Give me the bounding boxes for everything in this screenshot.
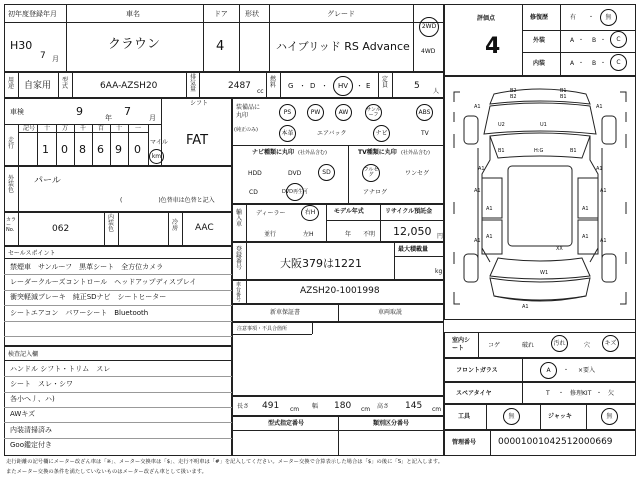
inspection-notes-label: 検査記入欄 [8,351,39,358]
doors: 4 [216,39,225,54]
class-label: 類別区分番号 [373,420,410,427]
exterior-block [4,166,232,212]
dmg-label-12: A1 [474,188,481,194]
model-label: 型式 [62,77,69,90]
dmg-label-18: A1 [486,206,493,212]
score-value: 4 [485,34,501,59]
dmg-label-23: A1 [522,304,529,310]
interior-color-label: 内装色 [108,214,115,233]
footer-line-1: 走行距離の記号欄にメーター改ざん車は「※」、メーター交換車は「$」、走行不明車は「#」を記入してください。メーター交換で合算表示した場合は「$」の後に「S」と記入します。 [6,459,444,465]
nav-sd-circle: SD [318,164,335,181]
note-line-3: 各小へ丿、ハ) [10,395,55,403]
eq-nav-circle: ナビ [373,125,390,142]
dmg-label-1: B2 [510,88,517,94]
person-unit: 人 [433,88,440,95]
ac-label: 冷房 [172,219,179,232]
inspection-month: 7 [124,105,131,118]
dmg-label-5: U2 [498,122,505,128]
capacity: 5 [414,81,420,91]
width: 180 [334,401,352,411]
spare-dot-1: ・ [558,390,565,397]
score-label: 評価点 [477,15,496,22]
mileage-unit-mile: マイル [150,139,168,146]
tv-type-sub: (社外品含む) [401,150,430,156]
mileage-digit-5: 9 [115,143,122,156]
dmg-label-11: B1 [498,148,505,154]
ext-grade-a: A [570,37,575,44]
model-year-unknown: 不明 [363,231,376,238]
dmg-label-8: W1 [540,270,549,276]
reg-month-unit: 月 [52,55,59,63]
seat-scratch-circle: キズ [602,335,619,352]
note-line-6: Goo鑑定付き [10,441,52,449]
spare-kit: 修理KIT [570,390,592,397]
tools-label: 工具 [458,413,471,420]
dmg-label-2: B1 [560,88,567,94]
eq-tv: TV [421,130,429,137]
sales-points-label: セールスポイント [8,250,56,257]
ext-dot-2: ・ [600,37,607,44]
nav-type-title: ナビ種類に丸印 [252,149,295,156]
glass-dot: ・ [563,367,570,374]
seat-tear: 破れ [522,342,535,349]
int-dot-2: ・ [600,60,607,67]
shift-label: シフト [190,100,209,107]
manage-label: 管理番号 [452,439,477,446]
dmg-label-6: U1 [540,122,547,128]
shape-label: 形状 [245,10,259,18]
chassis: AZSH20-1001998 [300,286,380,296]
mileage-digit-4: 6 [97,143,104,156]
registration-label: 登録番号 [236,246,243,271]
fuel-dot-2: ・ [321,82,328,90]
length-unit: cm [290,406,300,413]
use-label: 用途 [8,77,15,90]
dmg-label-22: A1 [582,234,589,240]
mileage-h-100k: 十 [44,125,51,132]
eq-pw-circle: PW [307,104,324,121]
eq-leather-circle: 本革 [279,125,296,142]
mileage-km-circle: km [149,149,164,164]
inspection-year-unit: 年 [105,114,112,122]
car-diagram [450,82,630,316]
dmg-label-21: A1 [486,234,493,240]
grade: ハイブリッド RS Advance [276,40,410,53]
eq-sunroof-circle: サンルーフ [365,104,382,121]
import-dealer: ディーラー [256,210,286,217]
color-no-label: カラーNo. [6,217,17,233]
repair-dot: ・ [588,14,595,21]
nav-type-sub: (社外品含む) [298,150,327,156]
fuel-g: G [288,82,294,90]
exterior-grade-label: 外装 [533,37,546,44]
eq-ps-circle: PS [279,104,296,121]
spare-label: スペアタイヤ [456,390,492,397]
tv-analog: アナログ [363,189,388,196]
fuel-dot-3: ・ [356,82,363,90]
height-label: 高さ [377,403,390,410]
yen-unit: 円 [437,233,444,240]
nav-dvd-play-circle: DVD再生可 [286,183,304,201]
width-label: 幅 [312,403,319,410]
max-load-label: 最大積載量 [398,246,429,253]
glass-a-circle: A [540,362,557,379]
ext-grade-b: B [592,37,597,44]
dmg-label-9: A1 [478,166,485,172]
sales-point-1: 禁煙車 サンルーフ 黒革シート 全方位カメラ [10,263,164,271]
mileage-digit-1: 1 [42,143,49,156]
import-label: 輸入車 [236,209,243,228]
mileage-h-10: 十 [116,125,123,132]
nav-hdd: HDD [248,170,262,177]
spare-t: T [546,390,550,397]
import-right-h-circle: 右H [301,205,319,221]
mileage-h-10k: 万 [62,125,69,132]
repair-yes: 有 [570,14,577,21]
dmg-label-19: A1 [582,206,589,212]
length-label: 長さ [237,403,250,410]
int-grade-b: B [592,60,597,67]
exterior-label: 外装色 [8,175,15,194]
jack-none-circle: 無 [601,408,618,425]
reg-era: H30 [10,39,33,52]
recycle-label: リサイクル預託金 [385,208,433,215]
displacement-label: 排気量 [190,74,197,93]
sales-point-4: シートエアコン パワーシート Bluetooth [10,309,149,317]
manage-number: 00001001042512000669 [498,437,613,447]
nav-dvd: DVD [288,170,302,177]
kg-unit: kg [435,268,443,275]
mileage-h-1k: 千 [80,125,87,132]
capacity-label: 定員 [382,76,389,89]
dmg-label-3: A1 [474,104,481,110]
tv-oneseg: ワンセグ [405,170,430,177]
height: 145 [405,401,423,411]
dmg-label-4: A1 [596,104,603,110]
width-unit: cm [361,406,371,413]
seat-burn: コゲ [488,342,501,349]
sales-point-2: レーダークルーズコントロール ヘッドアップディスプレイ [10,278,197,286]
length: 491 [262,401,280,411]
car-name-label: 車名 [126,10,140,18]
int-dot-1: ・ [578,60,585,67]
drive-2wd-circle: 2WD [419,17,439,37]
jack-label: ジャッキ [548,413,572,420]
repair-history-label: 修復歴 [530,14,549,21]
inspection-label: 車検 [10,108,24,116]
car-name: クラウン [108,37,161,52]
equipment-sub: (純正のみ) [234,127,258,133]
footer-line-2: またメーター交換の条件を満たしていないものはメーター改ざん車として扱います。 [6,469,207,475]
dmg-label-10: A1 [596,166,603,172]
equipment-label: 装備品に丸印 [236,104,261,119]
spare-dot-2: ・ [596,390,603,397]
reg-month: 7 [40,51,46,61]
interior-c-circle: C [610,54,627,71]
fuel-label: 燃料 [270,76,277,89]
fuel-dot-1: ・ [299,82,306,90]
interior-grade-label: 内装 [533,60,546,67]
eq-airbag: エアバック [317,130,347,137]
type-label: 型式指定番号 [268,420,305,427]
note-line-1: ハンドル シフト・トリム スレ [10,365,111,373]
dmg-center-label: H:G [534,148,544,154]
note-line-5: 内装清掃済み [10,426,52,434]
fuel-hv-circle: HV [333,76,353,96]
dmg-label-7: XX [556,246,563,252]
dmg-label-13: A1 [600,188,607,194]
eq-abs-circle: ABS [416,104,433,121]
glass-label: フロントガラス [456,367,498,374]
mileage-digit-3: 8 [79,143,86,156]
eq-aw-circle: AW [335,104,352,121]
dmg-label-20: B1 [560,94,567,100]
mileage-h-1: 一 [135,125,142,132]
use-value: 自家用 [24,81,52,91]
mileage-h-sign: 記号 [23,125,36,132]
ext-dot-1: ・ [578,37,585,44]
ac-value: AAC [195,223,214,233]
tv-fullseg-circle: フルセグ [362,164,380,182]
displacement: 2487 [228,81,251,91]
color-no: 062 [52,224,70,234]
new-car-warranty: 新車保証書 [270,309,301,316]
glass-replace: ×要入 [578,367,596,374]
mileage-digit-2: 0 [61,143,68,156]
grade-label: グレード [327,10,355,18]
import-left-h: 左H [303,231,314,238]
plate: 大阪379は1221 [280,257,362,270]
fuel-d: D [310,82,316,90]
seat-stain-circle: 汚れ [551,335,568,352]
nav-cd: CD [249,189,258,196]
cc-unit: cc [257,88,264,95]
seat-label: 室内シート [452,337,471,352]
model-value: 6AA-AZSH20 [100,81,158,91]
sales-point-3: 衝突軽減ブレーキ 純正SDナビ シートヒーター [10,293,167,301]
mileage-digit-6: 0 [134,143,141,156]
chassis-label: 車台番号 [236,282,242,303]
model-year-label: モデル年式 [334,208,364,215]
import-parallel: 並行 [264,231,277,238]
note-line-4: AWキズ [10,410,36,418]
exterior-note: ( )色替車は色替と記入 [120,197,215,204]
height-unit: cm [432,406,442,413]
int-grade-a: A [570,60,575,67]
dmg-label-14: A1 [474,238,481,244]
inspection-year: 9 [76,105,83,118]
mileage-h-100: 百 [98,125,105,132]
mileage-label: 走行 [8,137,15,150]
seat-hole: 穴 [584,342,591,349]
dmg-label-16: A1 [600,238,607,244]
exterior-c-circle: C [610,31,627,48]
model-year-unit: 年 [345,231,352,238]
dmg-label-15: B2 [510,94,517,100]
tools-none-circle: 無 [503,408,520,425]
notes-label: 注意事項・不具合箇所 [237,326,288,332]
drive-4wd: 4WD [421,48,436,55]
fuel-e: E [366,82,371,90]
tv-type-title: TV種類に丸印 [358,149,397,156]
vehicle-manual: 車両取説 [378,309,403,316]
inspection-month-unit: 月 [149,114,156,122]
exterior-color: パール [34,176,61,186]
doors-label: ドア [214,10,228,18]
shift: FAT [186,133,209,148]
dmg-label-17: B1 [570,148,577,154]
repair-none-circle: 無 [600,9,617,26]
reg-year-label: 初年度登録年月 [8,10,57,18]
spare-none: 欠 [608,390,615,397]
note-line-2: シート スレ・シワ [10,380,73,388]
recycle: 12,050 [393,225,432,238]
